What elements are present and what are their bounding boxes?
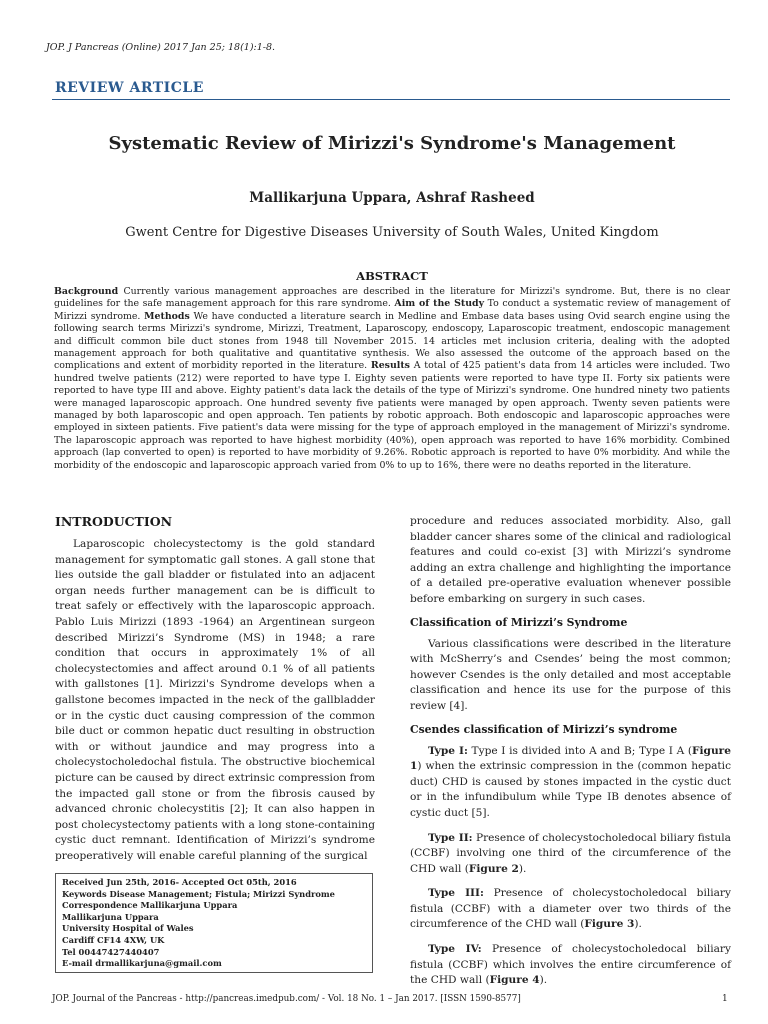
telephone: Tel 00447427440407 <box>62 946 160 957</box>
type-2-text-end: ). <box>518 862 527 875</box>
figure-2-ref[interactable]: Figure 2 <box>468 862 519 875</box>
figure-4-ref[interactable]: Figure 4 <box>489 974 540 987</box>
correspondent-name: Mallikarjuna Uppara <box>62 911 159 922</box>
type-2-text: Presence of cholecystocholedocal biliary fistula (CCBF) involving one third of the circumference of the CHD wall ( <box>410 831 731 875</box>
classification-paragraph: Various classifications were described in the literature with McSherry’s and Csendes’ being the most common; however Csendes is the only detailed and most acceptable classification and hence its use for the purpose of this review [4]. <box>410 637 731 712</box>
affiliation: Gwent Centre for Digestive Diseases University of South Wales, United Kingdom <box>125 225 659 240</box>
abstract-results-label: Results <box>370 360 410 372</box>
received-date: Received Jun 25th, 2016- Accepted Oct 05th, 2016 <box>62 877 297 887</box>
type-3-text-end: ). <box>634 918 642 931</box>
abstract-background: Currently various management approaches are described in the literature for Mirizzi's syndrome. But, there is no clear guidelines for the safe management approach for this rare syndrome. <box>54 286 730 310</box>
type-4-text-end: ). <box>539 974 548 987</box>
article-title: Systematic Review of Mirizzi's Syndrome's Management <box>108 133 676 154</box>
address: Cardiff CF14 4XW, UK <box>62 934 165 945</box>
abstract-body <box>54 286 730 472</box>
abstract-methods: We have conducted a literature search in Medline and Embase data bases using Ovid search engine using the following search terms Mirizzi's syndrome, Mirizzi, Treatment, Laparoscopy, endoscopy, Laparoscopic treatment, endoscopic management and difficult common bile duct stones from 1948 till November 2015. 14 articles met inclusion criteria, dealing with the adopted management approach for both qualitative and quantitative synthesis. We also assessed the outcome of the approach based on the complications and extent of morbidity reported in the literature. <box>54 310 730 372</box>
keywords: Keywords Disease Management; Fistula; Mirizzi Syndrome <box>62 888 335 899</box>
institution: University Hospital of Wales <box>62 923 194 934</box>
header-divider <box>52 99 730 100</box>
classification-heading: Classification of Mirizzi’s Syndrome <box>410 615 628 629</box>
abstract-heading: ABSTRACT <box>356 269 428 283</box>
type-1-paragraph <box>410 744 731 822</box>
csendes-heading: Csendes classification of Mirizzi’s syndrome <box>410 722 678 736</box>
figure-1-ref[interactable]: Figure 1 <box>410 744 731 773</box>
abstract-results: A total of 425 patient's data from 14 articles were included. Two hundred twelve patients (212) were reported to have type I. Eighty seven patients were reported to have type II. Forty six patients were reported to have type III and above. Eighty patient's data lack the details of the type of Mirizzi's syndrome. One hundred ninety two patients were managed laparoscopic approach. One hundred seventy five patients were managed by open approach. Twenty seven patients were managed by both laparoscopic and open approach. Ten patients by robotic approach. Both endoscopic and laparoscopic approaches were employed in sixteen patients. Five patient's data were missing for the type of approach employed in the management of Mirizzi's syndrome. The laparoscopic approach was reported to have highest morbidity (40%), open approach was reported to have 16% morbidity. Combined approach (lap converted to open) is reported to have morbidity of 9.26%. Robotic approach is reported to have 0% morbidity. And while the morbidity of the endoscopic and laparoscopic approach varied from 0% to up to 16%, there were no deaths reported in the literature. <box>54 360 730 471</box>
type-3-text: Presence of cholecystocholedocal biliary fistula (CCBF) with a diameter over two thirds of the circumference of the CHD wall ( <box>410 887 731 931</box>
type-2-paragraph <box>410 831 731 878</box>
type-2-label: Type II: <box>428 831 473 844</box>
right-column <box>410 514 731 998</box>
page-footer: JOP. Journal of the Pancreas - http://pancreas.imedpub.com/ - Vol. 18 No. 1 – Jan 2017. [ISSN 1590-8577] <box>52 994 521 1004</box>
email[interactable]: E-mail drmallikarjuna@gmail.com <box>62 958 222 969</box>
abstract-aim-label: Aim of the Study <box>394 298 485 310</box>
page-number: 1 <box>722 994 728 1004</box>
correspondence-box <box>55 873 373 973</box>
type-3-label: Type III: <box>428 887 484 900</box>
type-4-text: Presence of cholecystocholedocal biliary fistula (CCBF) which involves the entire circumference of the CHD wall ( <box>410 943 731 987</box>
journal-citation: JOP. J Pancreas (Online) 2017 Jan 25; 18(1):1-8. <box>46 42 276 53</box>
left-column <box>55 514 375 864</box>
introduction-continuation: procedure and reduces associated morbidity. Also, gall bladder cancer shares some of the clinical and radiological features and could co-exist [3] with Mirizzi’s syndrome adding an extra challenge and highlighting the importance of a detailed pre-operative evaluation whenever possible before embarking on surgery in such cases. <box>410 515 731 605</box>
type-1-text-end: ) when the extrinsic compression in the (common hepatic duct) CHD is caused by stones impacted in the cystic duct or in the infundibulum while Type IB denotes absence of cystic duct [5]. <box>410 760 731 819</box>
correspondence: Correspondence Mallikarjuna Uppara <box>62 900 238 911</box>
section-label: REVIEW ARTICLE <box>55 80 204 96</box>
abstract-aim: To conduct a systematic review of management of Mirizzi syndrome. <box>54 298 730 322</box>
type-3-paragraph <box>410 886 731 933</box>
introduction-heading: INTRODUCTION <box>55 514 173 529</box>
type-4-label: Type IV: <box>428 943 482 956</box>
authors: Mallikarjuna Uppara, Ashraf Rasheed <box>249 190 535 206</box>
type-1-label: Type I: <box>428 744 468 757</box>
abstract-methods-label: Methods <box>144 310 190 322</box>
introduction-paragraph: Laparoscopic cholecystectomy is the gold standard management for symptomatic gall stones. A gall stone that lies outside the gall bladder or fistulated into an adjacent organ needs further management can be is difficult to treat safely or effectively with the laparoscopic approach. Pablo Luis Mirizzi (1893 -1964) an Argentinean surgeon described Mirizzi’s Syndrome (MS) in 1948; a rare condition that occurs in approximately 1% of all cholecystectomies and affect around 0.1 % of all patients with gallstones [1]. Mirizzi's Syndrome develops when a gallstone becomes impacted in the neck of the gallbladder or in the cystic duct causing compression of the common bile duct or common hepatic duct resulting in obstruction with or without jaundice and may progress into a cholecystocholedochal fistula. The obstructive biochemical picture can be caused by direct extrinsic compression from the impacted gall stone or from the fibrosis caused by advanced chronic cholecystitis [2]; It can also happen in post cholecystectomy patients with a long stone-containing cystic duct remnant. Identification of Mirizzi’s syndrome preoperatively will enable careful planning of the surgical <box>55 538 375 862</box>
abstract-background-label: Background <box>54 286 119 297</box>
type-4-paragraph <box>410 942 731 989</box>
figure-3-ref[interactable]: Figure 3 <box>584 918 635 931</box>
type-1-text: Type I is divided into A and B; Type I A ( <box>467 744 693 757</box>
